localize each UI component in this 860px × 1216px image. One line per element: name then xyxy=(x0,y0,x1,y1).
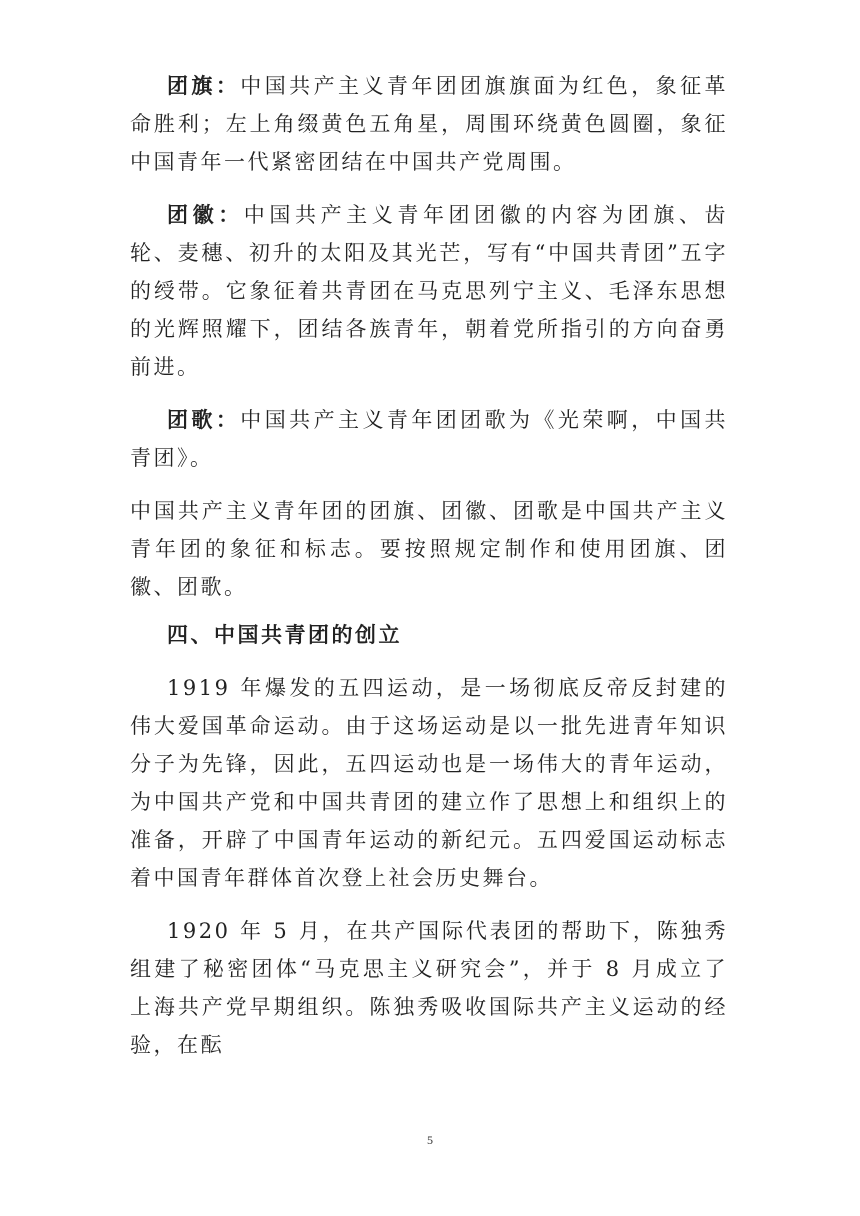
flag-paragraph xyxy=(130,67,728,181)
flag-term: 团旗： xyxy=(167,74,241,98)
document-page xyxy=(130,67,728,1064)
year-1920-paragraph: 1920 年 5 月，在共产国际代表团的帮助下，陈独秀组建了秘密团体“马克思主义研究会”，并于 8 月成立了上海共产党早期组织。陈独秀吸收国际共产主义运动的经验，在酝 xyxy=(130,919,728,1057)
symbols-note-paragraph: 中国共产主义青年团的团旗、团徽、团歌是中国共产主义青年团的象征和标志。要按照规定制作和使用团旗、团徽、团歌。 xyxy=(130,499,728,599)
song-paragraph xyxy=(130,401,728,477)
song-text: 中国共产主义青年团团歌为《光荣啊，中国共青团》。 xyxy=(130,408,728,470)
section-heading: 四、中国共青团的创立 xyxy=(167,623,402,647)
song-term: 团歌： xyxy=(167,408,241,432)
emblem-term: 团徽： xyxy=(167,203,244,227)
emblem-paragraph xyxy=(130,196,728,386)
emblem-text: 中国共产主义青年团团徽的内容为团旗、齿轮、麦穗、初升的太阳及其光芒，写有“中国共青团”五字的绶带。它象征着共青团在马克思列宁主义、毛泽东思想的光辉照耀下，团结各族青年，朝着党所指引的方向奋勇前进。 xyxy=(130,203,729,379)
flag-text: 中国共产主义青年团团旗旗面为红色，象征革命胜利；左上角缀黄色五角星，周围环绕黄色圆圈，象征中国青年一代紧密团结在中国共产党周围。 xyxy=(130,74,728,174)
page-number: 5 xyxy=(427,1133,433,1147)
may-fourth-paragraph: 1919 年爆发的五四运动，是一场彻底反帝反封建的伟大爱国革命运动。由于这场运动是以一批先进青年知识分子为先锋，因此，五四运动也是一场伟大的青年运动，为中国共产党和中国共青团的建立作了思想上和组织上的准备，开辟了中国青年运动的新纪元。五四爱国运动标志着中国青年群体首次登上社会历史舞台。 xyxy=(130,676,728,890)
